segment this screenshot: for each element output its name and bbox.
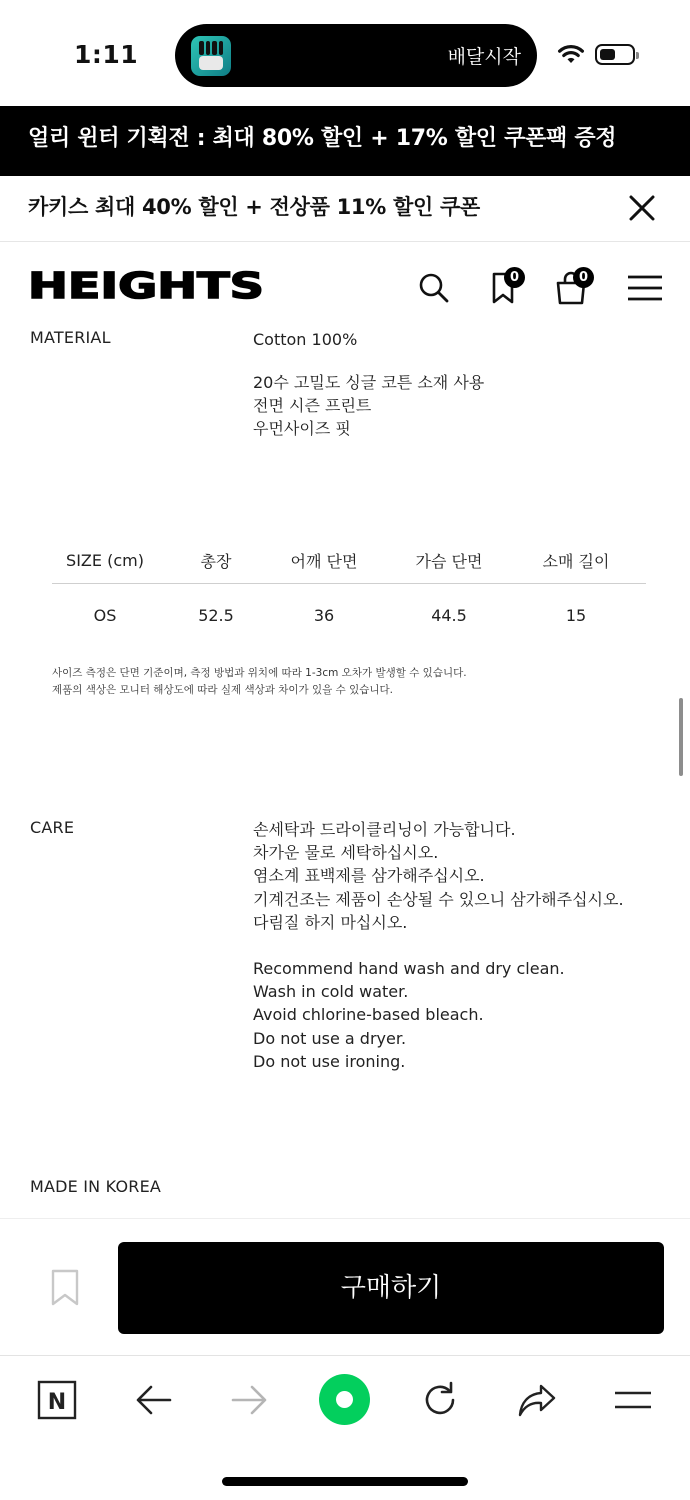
care-line: 다림질 하지 마십시오. bbox=[253, 912, 408, 932]
menu-icon[interactable] bbox=[613, 1380, 653, 1420]
care-line: Do not use ironing. bbox=[253, 1051, 406, 1071]
care-line: Recommend hand wash and dry clean. bbox=[253, 959, 565, 978]
refresh-icon[interactable] bbox=[420, 1380, 460, 1420]
material-detail-line: 우먼사이즈 핏 bbox=[253, 419, 351, 439]
size-header-cell: 어깨 단면 bbox=[290, 552, 358, 571]
battery-icon bbox=[595, 44, 635, 65]
share-icon[interactable] bbox=[517, 1380, 557, 1420]
size-header-cell: 총장 bbox=[200, 552, 232, 571]
heights-logo[interactable] bbox=[28, 265, 266, 305]
coupon-banner-text: 카키스 최대 40% 할인 + 전상품 11% 할인 쿠폰 bbox=[28, 195, 480, 219]
care-line: Do not use a dryer. bbox=[253, 1028, 407, 1048]
wishlist-count-badge: 0 bbox=[504, 267, 525, 288]
size-header-cell: 가슴 단면 bbox=[415, 552, 483, 571]
care-line: 기계건조는 제품이 손상될 수 있으니 삼가해주십시오. bbox=[253, 889, 624, 909]
size-note: 사이즈 측정은 단면 기준이며, 측정 방법과 위치에 따라 1-3cm 오차가 발생할 수 있습니다. bbox=[52, 667, 467, 679]
browser-toolbar bbox=[0, 1355, 690, 1500]
purchase-bar bbox=[0, 1218, 690, 1355]
material-label: MATERIAL bbox=[30, 328, 111, 347]
home-indicator bbox=[222, 1477, 468, 1486]
search-icon[interactable] bbox=[417, 271, 451, 305]
material-detail-line: 전면 시즌 프린트 bbox=[253, 396, 372, 416]
product-detail-content bbox=[0, 320, 690, 1218]
care-line: Wash in cold water. bbox=[253, 982, 409, 1002]
care-line: 염소계 표백제를 삼가해주십시오. bbox=[253, 866, 485, 886]
table-row bbox=[52, 584, 646, 646]
material-value: Cotton 100% bbox=[253, 330, 358, 349]
status-time: 1:11 bbox=[74, 40, 139, 69]
status-bar bbox=[0, 0, 690, 106]
delivery-app-icon bbox=[191, 36, 231, 76]
care-line: 차가운 물로 세탁하십시오. bbox=[253, 843, 439, 863]
naver-home-icon[interactable] bbox=[37, 1380, 77, 1420]
scrollbar[interactable] bbox=[679, 698, 683, 776]
size-cell: 15 bbox=[565, 605, 587, 625]
size-cell: 52.5 bbox=[198, 605, 234, 625]
care-label: CARE bbox=[30, 818, 75, 837]
bookmark-icon[interactable] bbox=[50, 1269, 80, 1307]
island-status-text: 배달시작 bbox=[447, 46, 521, 68]
naver-green-dot-button[interactable] bbox=[319, 1374, 370, 1425]
hamburger-menu-icon[interactable] bbox=[627, 271, 663, 305]
naver-letter: N bbox=[47, 1390, 67, 1415]
size-table-header bbox=[52, 538, 646, 584]
size-cell: OS bbox=[93, 605, 117, 625]
size-header-cell: 소매 길이 bbox=[542, 552, 610, 571]
back-arrow-icon[interactable] bbox=[134, 1380, 174, 1420]
origin-label: MADE IN KOREA bbox=[30, 1177, 162, 1196]
promo-banner[interactable]: 얼리 윈터 기획전 : 최대 80% 할인 + 17% 할인 쿠폰팩 증정 bbox=[0, 106, 690, 176]
logo-text: HEIGHTS bbox=[28, 266, 264, 305]
coupon-banner[interactable] bbox=[0, 176, 690, 242]
material-details bbox=[253, 371, 484, 441]
wifi-icon bbox=[557, 42, 585, 66]
care-english-text bbox=[253, 957, 565, 1073]
forward-arrow-icon[interactable] bbox=[229, 1380, 269, 1420]
material-detail-line: 20수 고밀도 싱글 코튼 소재 사용 bbox=[253, 373, 485, 392]
close-icon[interactable] bbox=[628, 194, 656, 222]
dynamic-island[interactable] bbox=[175, 24, 537, 87]
care-korean-text bbox=[253, 818, 624, 934]
size-cell: 36 bbox=[313, 605, 335, 625]
size-note: 제품의 색상은 모니터 해상도에 따라 실제 색상과 차이가 있을 수 있습니다. bbox=[52, 684, 394, 696]
size-cell: 44.5 bbox=[431, 605, 467, 625]
buy-button[interactable]: 구매하기 bbox=[118, 1242, 664, 1334]
cart-count-badge: 0 bbox=[573, 267, 594, 288]
care-line: Avoid chlorine-based bleach. bbox=[253, 1005, 484, 1025]
size-header-cell: SIZE (cm) bbox=[66, 551, 144, 570]
care-line: 손세탁과 드라이클리닝이 가능합니다. bbox=[253, 820, 516, 839]
size-table bbox=[52, 538, 646, 646]
